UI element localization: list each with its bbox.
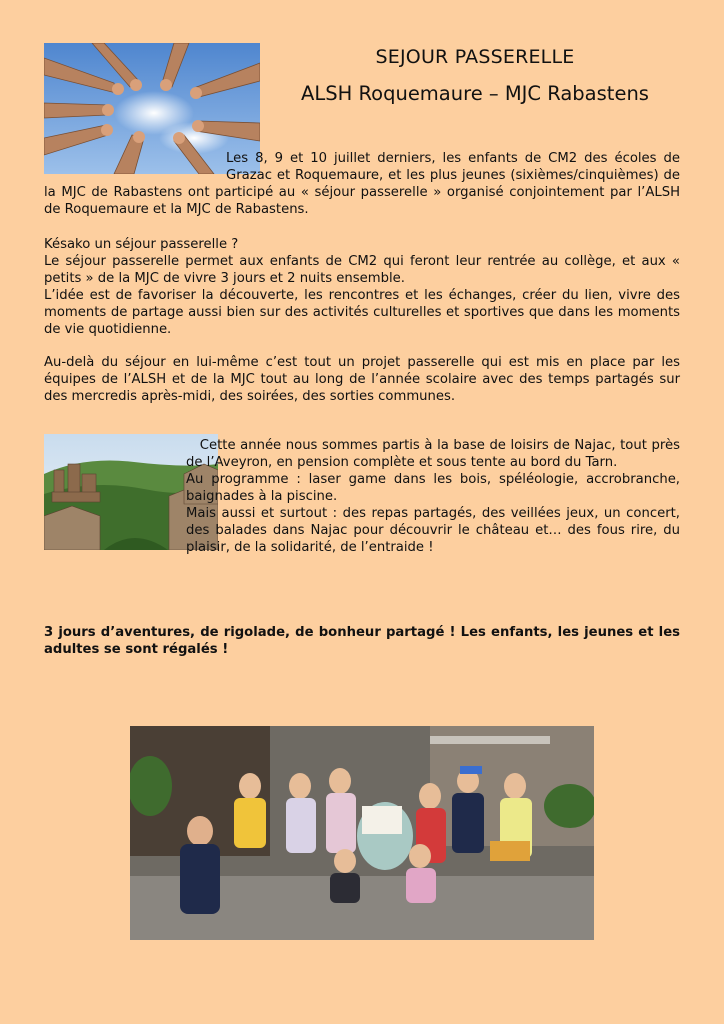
kesako-heading: Késako un séjour passerelle ? (44, 237, 239, 252)
najac-paragraph-3: Mais aussi et surtout : des repas partagés, des veillées jeux, un concert, des balades dans Najac pour découvrir le château et… des fous rire, du plaisir, de la solidarité, de l’entraide ! (186, 506, 680, 555)
najac-paragraph-2: Au programme : laser game dans les bois, spéléologie, accrobranche, baignades à la piscine. (186, 472, 680, 504)
audela-paragraph: Au-delà du séjour en lui-même c’est tout un projet passerelle qui est mis en place par les équipes de l’ALSH et de la MJC tout au long de l’année scolaire avec des temps partagés sur des mercredis après-midi, des soirées, des sorties communes. (44, 355, 680, 404)
intro-paragraph (44, 150, 680, 218)
kesako-section (44, 236, 680, 338)
kesako-paragraph-1: Le séjour passerelle permet aux enfants de CM2 qui feront leur rentrée au collège, et aux « petits » de la MJC de vivre 3 jours et 2 nuits ensemble. (44, 254, 680, 286)
intro-text: Les 8, 9 et 10 juillet derniers, les enfants de CM2 des écoles de Grazac et Roquemaure, et les plus jeunes (sixièmes/cinquièmes) de la MJC de Rabastens ont participé au « séjour passerelle » organisé conjointement par l’ALSH de Roquemaure et la MJC de Rabastens. (44, 151, 680, 217)
page-title: SEJOUR PASSERELLE (375, 46, 575, 68)
page-subtitle: ALSH Roquemaure – MJC Rabastens (301, 82, 649, 105)
najac-section (44, 437, 685, 556)
kesako-paragraph-2: L’idée est de favoriser la découverte, les rencontres et les échanges, créer du lien, vivre des moments de partage aussi bien sur des activités culturelles et sportives que dans les moments de vie quotidienne. (44, 288, 680, 337)
conclusion-paragraph: 3 jours d’aventures, de rigolade, de bonheur partagé ! Les enfants, les jeunes et les adultes se sont régalés ! (44, 625, 680, 657)
najac-paragraph-1: Cette année nous sommes partis à la base de loisirs de Najac, tout près de l’Aveyron, en pension complète et sous tente au bord du Tarn. (186, 438, 685, 470)
photo-group-children (130, 726, 594, 940)
group-illustration (130, 726, 594, 940)
